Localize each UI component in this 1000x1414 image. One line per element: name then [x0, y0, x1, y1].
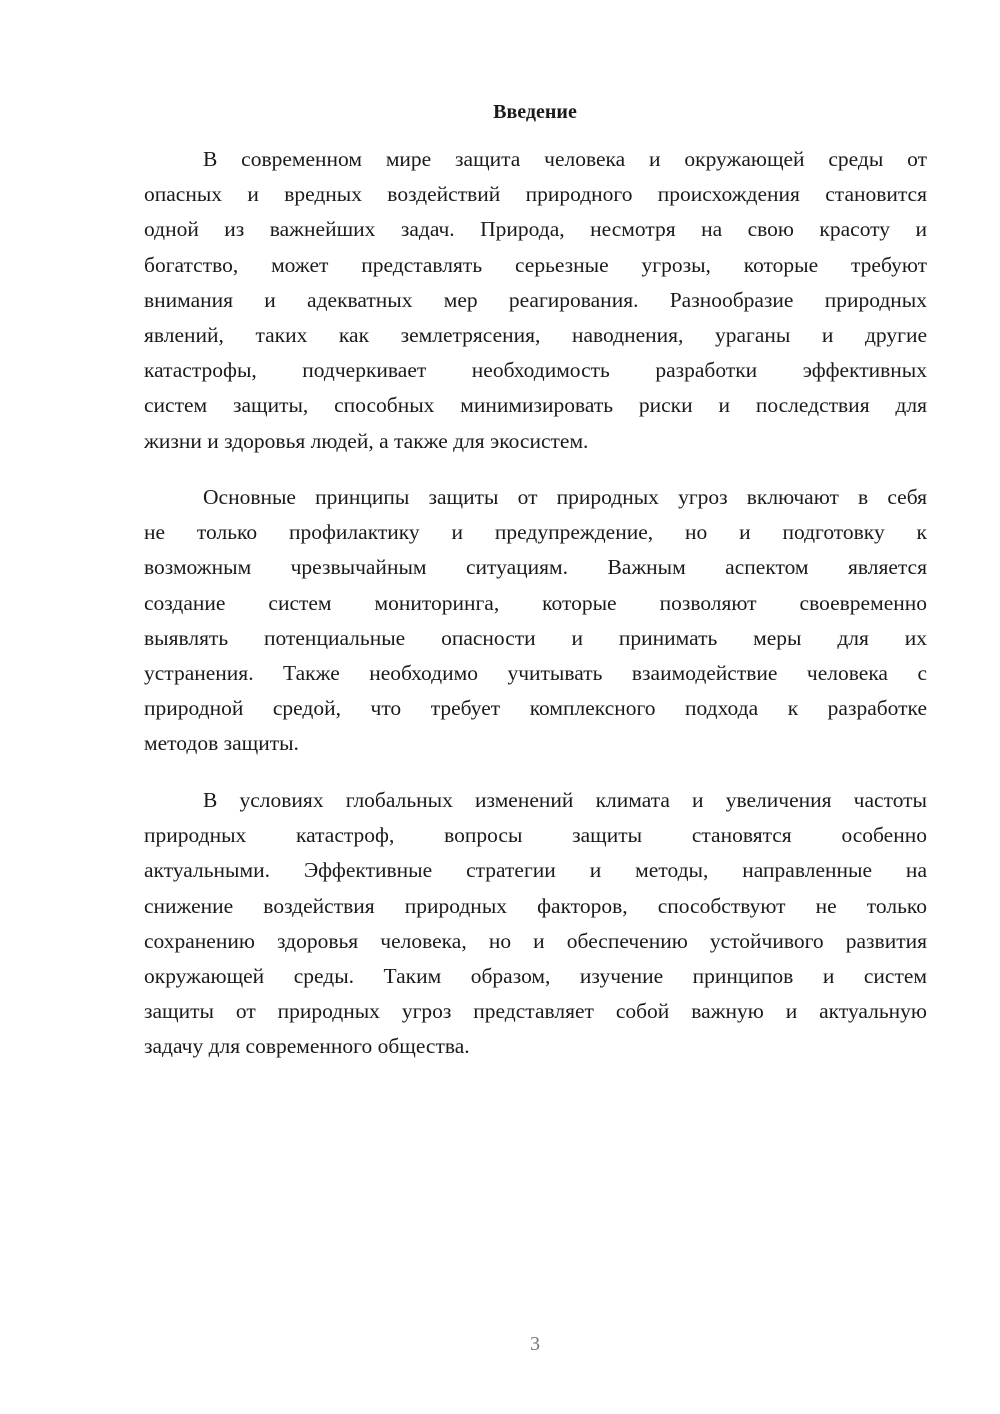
text-line: снижение воздействия природных факторов, способствуют не только [144, 893, 927, 918]
text-line: возможным чрезвычайным ситуациям. Важным аспектом является [144, 555, 927, 580]
text-line: В современном мире защита человека и окружающей среды от [203, 147, 927, 171]
text-line: сохранению здоровья человека, но и обеспечению устойчивого развития [144, 928, 927, 953]
text-line: актуальными. Эффективные стратегии и методы, направленные на [144, 858, 927, 883]
text-line: задачу для современного общества. [144, 1034, 470, 1059]
paragraph-2 [144, 480, 927, 762]
text-line: природной средой, что требует комплексного подхода к разработке [144, 696, 927, 721]
text-line: создание систем мониторинга, которые позволяют своевременно [144, 590, 927, 615]
text-line: богатство, может представлять серьезные угрозы, которые требуют [144, 252, 927, 277]
text-line: систем защиты, способных минимизировать риски и последствия для [144, 393, 927, 418]
text-line: жизни и здоровья людей, а также для экосистем. [144, 428, 589, 453]
text-line: методов защиты. [144, 731, 299, 756]
text-line: Основные принципы защиты от природных угроз включают в себя [203, 485, 927, 509]
text-line: не только профилактику и предупреждение, но и подготовку к [144, 520, 927, 545]
section-title: Введение [493, 101, 577, 123]
text-line: одной из важнейших задач. Природа, несмотря на свою красоту и [144, 217, 927, 242]
paragraph-3 [144, 783, 927, 1065]
text-line: устранения. Также необходимо учитывать взаимодействие человека с [144, 660, 927, 685]
text-line: катастрофы, подчеркивает необходимость разработки эффективных [144, 358, 927, 383]
text-line: опасных и вредных воздействий природного происхождения становится [144, 182, 927, 207]
text-line: явлений, таких как землетрясения, наводнения, ураганы и другие [144, 322, 927, 347]
text-line: окружающей среды. Таким образом, изучение принципов и систем [144, 963, 927, 988]
text-line: природных катастроф, вопросы защиты становятся особенно [144, 823, 927, 848]
page-number: 3 [530, 1333, 540, 1355]
text-line: выявлять потенциальные опасности и принимать меры для их [144, 625, 927, 650]
text-line: В условиях глобальных изменений климата и увеличения частоты [203, 788, 927, 812]
text-line: внимания и адекватных мер реагирования. Разнообразие природных [144, 287, 927, 312]
paragraph-1 [144, 142, 927, 459]
text-line: защиты от природных угроз представляет собой важную и актуальную [144, 999, 927, 1024]
